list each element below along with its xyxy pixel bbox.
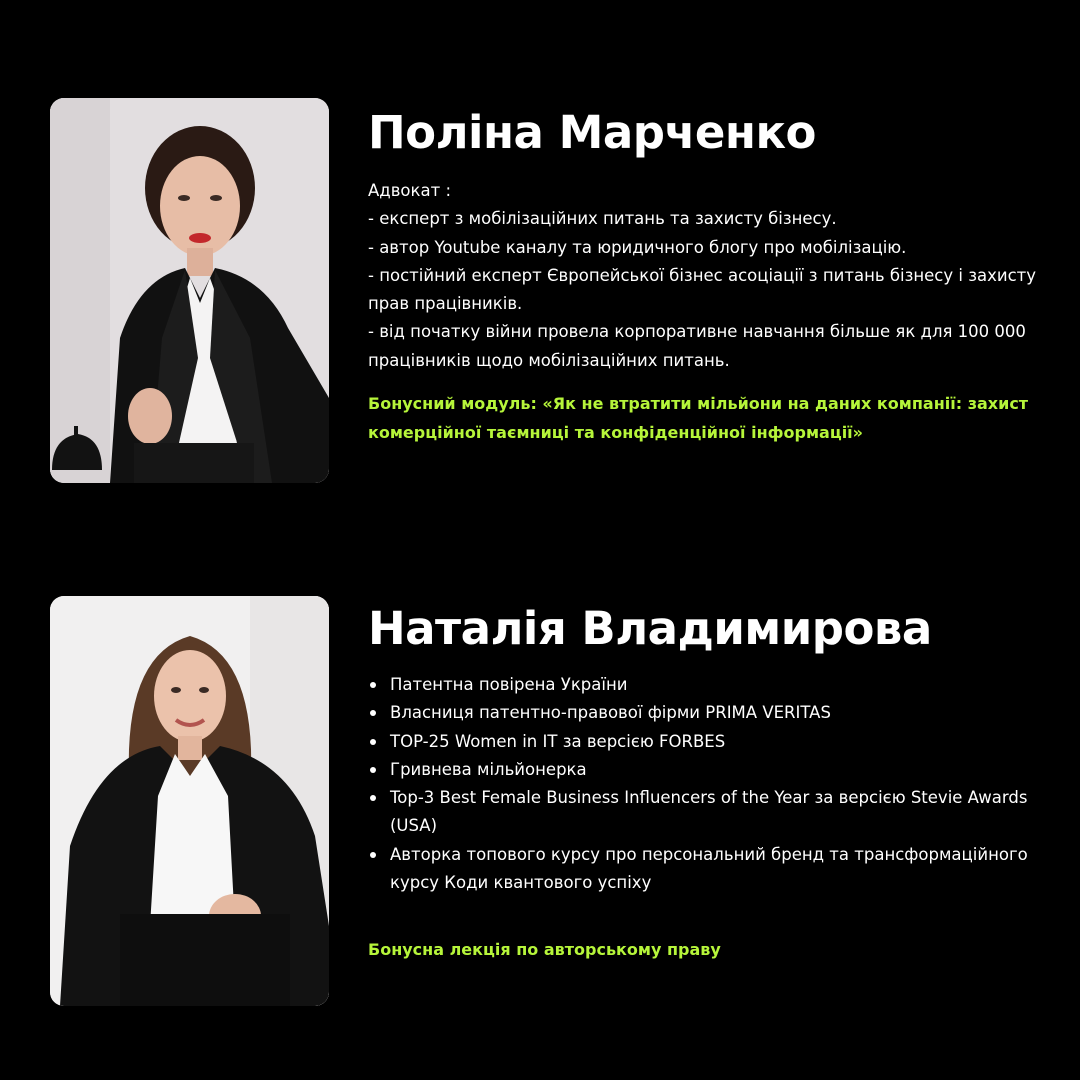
list-item: Патентна повірена України	[368, 671, 1038, 699]
bio-line: - від початку війни провела корпоративне навчання більше як для 100 000 працівників щодо мобілізаційних питань.	[368, 322, 1026, 370]
speaker-photo	[50, 596, 329, 1006]
speaker-bio	[368, 177, 1038, 375]
bonus-lecture: Бонусна лекція по авторському праву	[368, 940, 721, 960]
achievements-list	[368, 671, 1038, 897]
list-item: Top-3 Best Female Business Influencers of the Year за версією Stevie Awards (USA)	[368, 784, 1038, 841]
portrait-photo-icon	[50, 98, 329, 483]
bio-line: - постійний експерт Європейської бізнес асоціації з питань бізнесу і захисту прав працівників.	[368, 265, 1037, 314]
bonus-module: Бонусний модуль: «Як не втратити мільйони на даних компанії: захист комерційної таємниці та конфіденційної інформації»	[368, 394, 1029, 443]
list-item: Авторка топового курсу про персональний бренд та трансформаційного курсу Коди квантового успіху	[368, 841, 1038, 898]
list-item: Власниця патентно-правової фірми PRIMA VERITAS	[368, 699, 1038, 727]
bio-line: - експерт з мобілізаційних питань та захисту бізнесу.	[368, 209, 837, 229]
list-item: Гривнева мільйонерка	[368, 756, 1038, 784]
portrait-photo-icon	[50, 596, 329, 1006]
bio-line: Адвокат :	[368, 181, 452, 200]
speaker-photo	[50, 98, 329, 483]
list-item: TOP-25 Women in IT за версією FORBES	[368, 728, 1038, 756]
speaker-name: Наталія Владимирова	[368, 602, 932, 655]
speaker-info	[368, 596, 1038, 964]
bio-line: - автор Youtube каналу та юридичного блогу про мобілізацію.	[368, 237, 907, 257]
speaker-info	[368, 98, 1038, 447]
speaker-name: Поліна Марченко	[368, 106, 816, 159]
